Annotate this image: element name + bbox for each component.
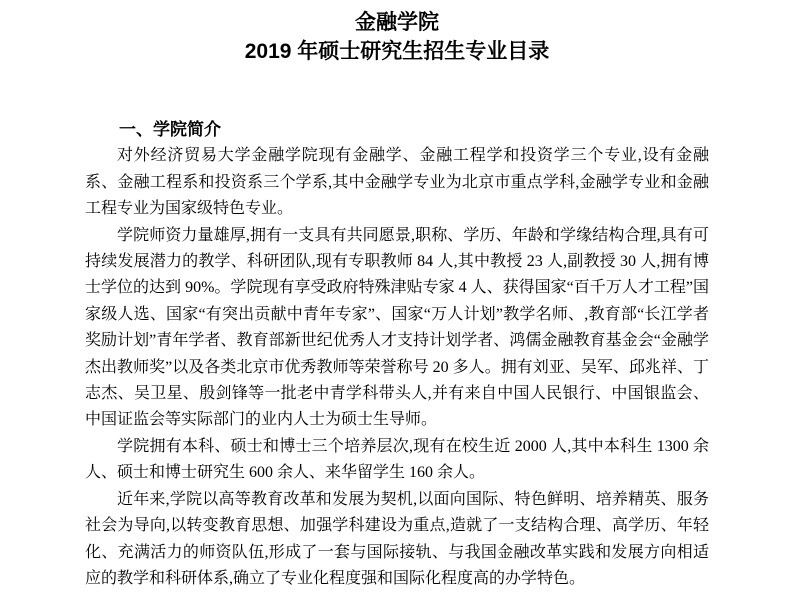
title-line-college-name: 金融学院	[355, 11, 439, 34]
paragraph-majors-overview: 对外经济贸易大学金融学院现有金融学、金融工程学和投资学三个专业,设有金融系、金融工程系和投资系三个学系,其中金融学专业为北京市重点学科,金融学专业和金融工程专业为国家级特色专业。	[85, 147, 709, 218]
title-line-catalog-name: 2019 年硕士研究生招生专业目录	[244, 40, 550, 63]
document-title	[85, 8, 709, 66]
paragraph-faculty-strength: 学院师资力量雄厚,拥有一支具有共同愿景,职称、学历、年龄和学缘结构合理,具有可持续发展潜力的教学、科研团队,现有专职教师 84 人,其中教授 23 人,副教授 30 人,拥有博士学位的达到 90%。学院现有享受政府特殊津贴专家 4 人、获得国家“百千万人才工程”国家级人选、国家“有突出贡献中青年专家”、国家“万人计划”教学名师、,教育部“长江学者奖励计划”青年学者、教育部新世纪优秀人才支持计划学者、鸿儒金融教育基金会“金融学杰出教师奖”以及各类北京市优秀教师等荣誉称号 20 多人。拥有刘亚、吴军、邱兆祥、丁志杰、吴卫星、殷剑锋等一批老中青学科带头人,并有来自中国人民银行、中国银监会、中国证监会等实际部门的业内人士为硕士生导师。	[85, 226, 709, 429]
paragraph-recent-development: 近年来,学院以高等教育改革和发展为契机,以面向国际、特色鲜明、培养精英、服务社会为导向,以转变教育思想、加强学科建设为重点,造就了一支结构合理、高学历、年轻化、充满活力的师资队伍,形成了一套与国际接轨、与我国金融改革实践和发展方向相适应的教学和科研体系,确立了专业化程度强和国际化程度高的办学特色。	[85, 490, 709, 587]
section-heading-college-intro: 一、学院简介	[119, 120, 221, 139]
paragraph-student-numbers: 学院拥有本科、硕士和博士三个培养层次,现有在校生近 2000 人,其中本科生 1300 余人、硕士和博士研究生 600 余人、来华留学生 160 余人。	[85, 437, 709, 482]
